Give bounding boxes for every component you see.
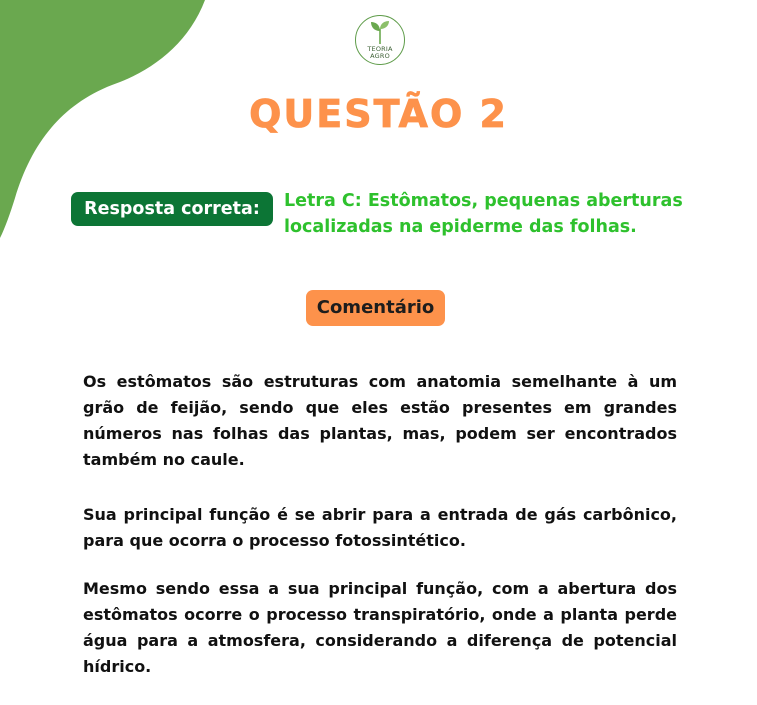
comment-badge: Comentário: [306, 290, 445, 326]
comment-paragraph: Mesmo sendo essa a sua principal função, com a abertura dos estômatos ocorre o processo transpiratório, onde a planta perde água para a atmosfera, considerando a diferença de potencial hídrico.: [83, 579, 677, 676]
correct-answer-badge: Resposta correta:: [71, 192, 273, 226]
correct-answer-text: Letra C: Estômatos, pequenas aberturas localizadas na epiderme das folhas.: [284, 191, 683, 237]
teoria-agro-logo: [355, 15, 405, 65]
logo-text-line2: AGRO: [370, 52, 390, 60]
sprout-icon: [370, 20, 390, 44]
logo-text-line1: TEORIA: [367, 45, 393, 53]
comment-paragraph: Sua principal função é se abrir para a entrada de gás carbônico, para que ocorra o processo fotossintético.: [83, 505, 677, 550]
comment-paragraph: Os estômatos são estruturas com anatomia semelhante à um grão de feijão, sendo que eles estão presentes em grandes números nas folhas das plantas, mas, podem ser encontrados também no caule.: [83, 372, 677, 469]
question-title: QUESTÃO 2: [249, 92, 508, 136]
